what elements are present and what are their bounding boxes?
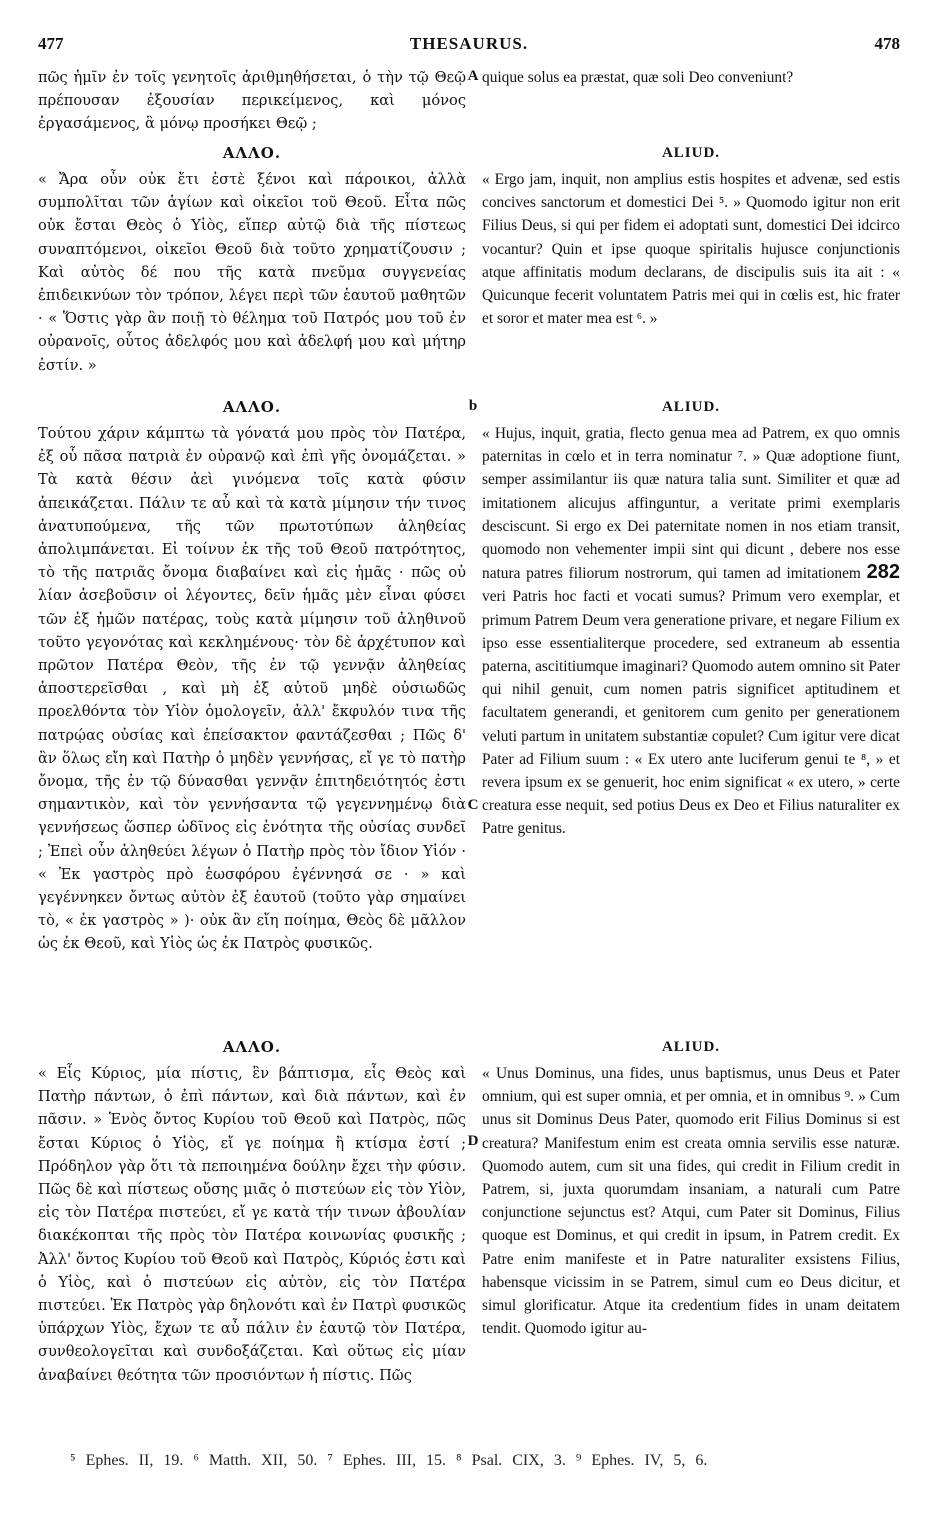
greek-section-3-text: « Εἷς Κύριος, μία πίστις, ἓν βάπτισμα, εἷς Θεὸς καὶ Πατὴρ πάντων, ὁ ἐπὶ πάντων, καὶ διὰ πάντων, καὶ ἐν πᾶσιν. » Ἑνὸς ὄντος Κυρίου τοῦ Θεοῦ καὶ Πατρὸς, πῶς ἔσται Κύριος ὁ Υἱὸς, εἴ γε ποίημα ἢ κτίσμα ἐστί ; Πρόδηλον γὰρ ὅτι τὰ πεποιημένα δούλην ἔχει τὴν φύσιν. Πῶς δὲ καὶ πίστεως οὔσης μιᾶς ὁ πιστεύων εἰς τὸν Υἱὸν, εἰς τὸν Πατέρα πιστεύει, εἴ γε κατὰ τήν τινων ἀβουλίαν διακέκοπται τῆς πρὸς τὸν Πατέρα κοινωνίας φυσικῆς ; Ἀλλ' ὄντος Κυρίου τοῦ Θεοῦ καὶ Πατρὸς, Κύριός ἐστι καὶ ὁ Υἱὸς, καὶ ὁ πιστεύων εἰς αὐτὸν, εἰς τὸν Πατέρα πιστεύει. Ἐκ Πατρὸς γὰρ δηλονότι καὶ ἐν Πατρὶ φυσικῶς ὑπάρχων Υἱὸς, ἔχων τε αὖ πάλιν ἐν ἑαυτῷ τὸν Πατέρα, συνθεολογεῖται καὶ συνδοξάζεται. Καὶ οὕτως εἰς μίαν ἀναβαίνει θεότητα τῶν προσιόντων ἡ πίστις. Πῶς xyxy=(38,1065,466,1384)
greek-section-2-title: ΑΛΛΟ. xyxy=(222,398,282,416)
margin-marker-a: A xyxy=(467,68,479,84)
latin-section-2 xyxy=(482,396,900,841)
margin-marker-c: C xyxy=(467,797,479,813)
greek-section-3 xyxy=(38,1036,466,1387)
greek-intro xyxy=(38,66,466,136)
latin-section-2-text xyxy=(482,422,900,841)
latin-section-1 xyxy=(482,142,900,330)
latin-section-1-title: ALIUD. xyxy=(661,145,721,161)
latin-section-2-text-b: veri Patris hoc facti et vocati sumus? Primum vero exemplar, et primum Patrem Deum vera generatione privare, et negare Filium ex ipso esse essentialiterque procedere, sed extraneum ab essentia paterna, ascititiumque imaginari? Quomodo autem omnino sit Pater qui nihil genuit, cum nomen patris significet aptitudinem et facultatem generandi, et genitorem cum genito per generationem veluti partum in unitatem substantiæ copulet? Cum igitur vere dicat Pater ad Filium suum : « Ex utero ante luciferum genui te ⁸, » et revera ipsum ex se genuerit, hoc enim significat « ex utero, » certe creatura esse nequit, sed potius Deus ex Deo et Filius naturaliter ex Patre genitus. xyxy=(482,588,900,838)
greek-section-2-text: Τούτου χάριν κάμπτω τὰ γόνατά μου πρὸς τὸν Πατέρα, ἐξ οὗ πᾶσα πατριὰ ἐν οὐρανῷ καὶ ἐπὶ γῆς ὀνομάζεται. » Τὰ κατὰ θέσιν ἀεὶ γινόμενα τοῖς κατὰ φύσιν ἀπεικάζεται. Πάλιν τε αὖ καὶ τὰ κατὰ μίμησιν τήν τινος ἀνατυπούμενα, τῆς τῶν πρωτοτύπων ἀληθείας ἀπολιμπάνεται. Εἰ τοίνυν ἐκ τῆς τοῦ Θεοῦ πατρότητος, τὸ τῆς πατριᾶς ὄνομα διαβαίνει καὶ εἰς ἡμᾶς · πῶς οὐ λίαν ἀσεβοῦσιν οἱ λέγοντες, δεῖν ἡμᾶς μὲν εἶναι φύσει τῶν ἐξ ἡμῶν πατέρας, τοὺς κατὰ μίμησιν τοῦ ἀληθινοῦ τοῦτο γεγονότας καὶ κεκλημένους· τὸν δὲ ἀρχέτυπον καὶ πρῶτον Πατέρα Θεὸν, τῆς ἐν τῷ γεννᾷν ἀληθείας ἀποστερεῖσθαι , καὶ μὴ ἐξ αὐτοῦ μηδὲ οὐσιωδῶς προελθόντα τὸν Υἱὸν ὁμολογεῖν, ἀλλ' ἔκφυλόν τινα τῆς πατρῴας οὐσίας καὶ ἐπείσακτον φαντάζεσθαι ; Πῶς δ' ἂν ὅλως εἴη καὶ Πατὴρ ὁ μηδὲν γεννήσας, εἴ γε τὸ πατὴρ ὄνομα, τῆς ἐν τῷ δύνασθαι γεννᾷν ἐπιτηδειότητός ἐστι σημαντικὸν, καὶ τὸν γεννήσαντα τῷ γεγεννημένῳ διὰ γεννήσεως ὥσπερ ὠδῖνος εἰς ἑνότητα τῆς οὐσίας συνδεῖ ; Ἐπεὶ οὖν ἀληθεύει λέγων ὁ Πατὴρ πρὸς τὸν ἴδιον Υἱόν · « Ἐκ γαστρὸς πρὸ ἑωσφόρου ἐγέννησά σε · » καὶ γεγέννηκεν ὄντως αὐτὸν ἐξ ἑαυτοῦ (τοῦτο γὰρ σημαίνει τὸ, « ἐκ γαστρὸς » )· οὐκ ἂν εἴη ποίημα, Θεὸς δὲ μᾶλλον ὡς ἐκ Θεοῦ, καὶ Υἱὸς ὡς ἐκ Πατρὸς φυσικῶς. xyxy=(38,425,466,953)
page-number-right: 478 xyxy=(874,34,900,53)
footnotes: ⁵ Ephes. II, 19. ⁶ Matth. XII, 50. ⁷ Ephes. III, 15. ⁸ Psal. CIX, 3. ⁹ Ephes. IV, 5, 6. xyxy=(70,1452,708,1469)
latin-section-2-text-a: « Hujus, inquit, gratia, flecto genua mea ad Patrem, ex quo omnis paternitas in cœlo et in terra nominatur ⁷. » Quæ adoptione fiunt, semper assimilantur iis quæ natura talia sunt. Similiter et quæ ad imitationem alicujus affinguntur, a veritate primi exemplaris desciscunt. Si ergo ex Dei paternitate nomen in nos etiam transit, quomodo non vehementer impii sint qui dicunt , debere nos esse natura patres filiorum nostrorum, qui tamen ad imitationem xyxy=(482,425,900,583)
latin-section-1-text: « Ergo jam, inquit, non amplius estis hospites et advenæ, sed estis concives sanctorum et domestici Dei ⁵. » Quomodo igitur non erit Filius Deus, si qui per fidem ei adoptati sunt, domestici Dei idcirco vocantur? Quin et ipse quoque spiritalis hujusce conjunctionis atque affinitatis modum declarans, de discipulis suis ita ait : « Quicunque fecerit voluntatem Patris mei qui in cœlis est, hic frater et soror et mater mea est ⁶. » xyxy=(482,171,900,328)
latin-section-2-title: ALIUD. xyxy=(661,399,721,415)
running-title: THESAURUS. xyxy=(409,34,529,53)
greek-section-2 xyxy=(38,396,466,956)
greek-section-3-title: ΑΛΛΟ. xyxy=(222,1038,282,1056)
latin-section-3-title: ALIUD. xyxy=(661,1039,721,1055)
page-number-left: 477 xyxy=(38,34,64,53)
greek-intro-text: πῶς ἡμῖν ἐν τοῖς γενητοῖς ἀριθμηθήσεται, ὁ τὴν τῷ Θεῷ πρέπουσαν ἐξουσίαν περικείμενος, καὶ μόνος ἐργασάμενος, ἃ μόνῳ προσήκει Θεῷ ; xyxy=(38,69,466,133)
greek-section-1-text: « Ἄρα οὖν οὐκ ἔτι ἐστὲ ξένοι καὶ πάροικοι, ἀλλὰ συμπολῖται τῶν ἁγίων καὶ οἰκεῖοι τοῦ Θεοῦ. Εἶτα πῶς οὐκ ἔσται Θεὸς ὁ Υἱὸς, εἴπερ αὐτῷ διὰ τῆς πίστεως συναπτόμενοι, οἰκεῖοι Θεοῦ διὰ τοῦτο χρηματίζουσιν ; Καὶ αὐτὸς δέ που τῆς κατὰ πνεῦμα συγγενείας ἐπιδεικνύων τὸν τρόπον, λέγει περὶ τῶν ἑαυτοῦ μαθητῶν · « Ὅστις γὰρ ἂν ποιῇ τὸ θέλημα τοῦ Πατρός μου τοῦ ἐν οὐρανοῖς, οὗτος ἀδελφός μου καὶ ἀδελφή μου καὶ μήτηρ ἐστίν. » xyxy=(38,171,466,374)
running-header xyxy=(38,34,900,58)
inline-page-marker: 282 xyxy=(866,561,900,584)
greek-section-1-title: ΑΛΛΟ. xyxy=(222,144,282,162)
greek-section-1 xyxy=(38,142,466,377)
latin-intro-text: quique solus ea præstat, quæ soli Deo conveniunt? xyxy=(482,69,794,86)
margin-marker-b: b xyxy=(468,398,478,414)
margin-marker-d: D xyxy=(467,1133,479,1149)
latin-section-3-text: « Unus Dominus, una fides, unus baptismus, unus Deus et Pater omnium, qui est super omnia, et per omnia, et in omnibus ⁹. » Cum unus sit Dominus Deus Pater, quomodo erit Filius Dominus si est creatura? Manifestum enim est creata omnia servilis esse naturæ. Quomodo autem, cum sit una fides, qui credit in Filium credit in Patrem, si, juxta quorumdam insaniam, a naturali cum Patre conjunctione sejunctus est? Atqui, cum Pater sit Dominus, Filius quoque est Dominus, et qui credit in ipsum, in Patrem credit. Ex Patre enim manifeste et in Patre naturaliter exsistens Filius, habensque vicissim in se Patrem, simul cum eo Deus dicitur, et simul glorificatur. Atque ita credentium fides in unam deitatem tendit. Quomodo igitur au- xyxy=(482,1065,900,1338)
latin-intro xyxy=(482,66,900,89)
latin-section-3 xyxy=(482,1036,900,1340)
